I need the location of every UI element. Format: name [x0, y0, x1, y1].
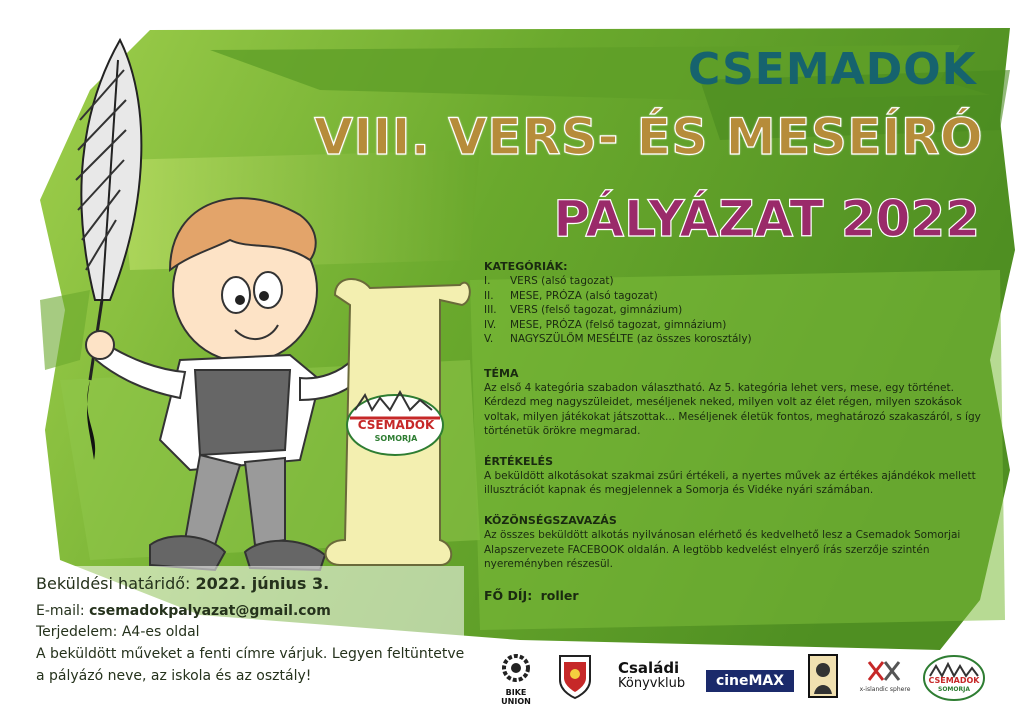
- category-item: I. VERS (alsó tagozat): [484, 275, 614, 287]
- email-line: [36, 601, 466, 622]
- deadline-value: 2022. június 3.: [195, 574, 330, 593]
- email-link[interactable]: csemadokpalyazat@gmail.com: [89, 603, 331, 619]
- length-info: Terjedelem: A4-es oldal: [36, 624, 200, 640]
- email-label: E-mail:: [36, 603, 85, 619]
- scroll-logo-name: CSEMADOK: [357, 418, 435, 432]
- theme-heading: TÉMA: [484, 366, 519, 380]
- csemadok-logo-label: CSEMADOK: [928, 676, 980, 685]
- portrait-icon: [808, 654, 838, 698]
- x-logo-icon: [865, 660, 905, 682]
- category-item: II. MESE, PRÓZA (alsó tagozat): [484, 289, 658, 302]
- bike-union-label: BIKE UNION: [501, 688, 531, 706]
- cinemax-logo: [704, 668, 796, 694]
- konyvklub-label-1: Családi: [618, 659, 680, 677]
- portrait-logo: [808, 654, 838, 698]
- category-item: IV. MESE, PRÓZA (felső tagozat, gimnázium): [484, 318, 727, 331]
- prize-value: roller: [540, 587, 579, 603]
- konyvklub-label-2: Könyvklub: [618, 676, 686, 691]
- submission-note: A beküldött műveket a fenti címre várjuk. Legyen feltüntetve a pályázó neve, az iskola és az osztály!: [36, 646, 465, 684]
- public-vote-text: Az összes beküldött alkotás nyilvánosan elérhető és kedvelhető lesz a Csemadok Somorjai Alapszervezete FACEBOOK oldalán. A legtöbb kedvelést elnyerő írás szerzője szintén nyereményben részesül.: [484, 529, 961, 571]
- cinemax-label: cineMAX: [715, 673, 785, 689]
- scroll-logo-town: SOMORJA: [374, 434, 418, 443]
- evaluation-heading: ÉRTÉKELÉS: [484, 454, 553, 468]
- categories-list: [484, 274, 994, 347]
- crest-icon: [556, 650, 594, 702]
- gear-icon: [496, 652, 536, 684]
- contest-title: VIII. VERS- ÉS MESEÍRÓ: [314, 108, 983, 166]
- deadline-label: Beküldési határidő:: [36, 574, 191, 593]
- category-item: V. NAGYSZÜLŐM MESÉLTE (az összes korosztály): [484, 333, 752, 345]
- town-crest-logo: [556, 650, 594, 702]
- csemadok-logo: [922, 654, 986, 702]
- contest-details: [484, 260, 994, 603]
- theme-text: Az első 4 kategória szabadon választható. Az 5. kategória lehet vers, mese, egy történet. Kérdezd meg nagyszüleidet, meséljenek neked, milyen volt az élet régen, milyen szokások voltak, milyen játékokat játszottak... Meséljenek életük fontos, meghatározó szakaszáról, s így történetük örökre megmarad.: [484, 381, 981, 438]
- contest-year-title: PÁLYÁZAT 2022: [553, 190, 980, 248]
- prize-label: FŐ DÍJ:: [484, 587, 533, 603]
- main-prize: [484, 588, 994, 603]
- evaluation-text: A beküldött alkotásokat szakmai zsűri értékeli, a nyertes művek az értékes ajándékok mellett illusztrációt kapnak és megjelennek a Somorja és Vidéke nyári számában.: [484, 469, 976, 497]
- category-item: III. VERS (felső tagozat, gimnázium): [484, 304, 683, 316]
- konyvklub-logo: [618, 660, 698, 691]
- xislandic-label: x-islandic sphere: [859, 686, 911, 693]
- org-title: CSEMADOK: [688, 44, 977, 95]
- bike-union-logo: [496, 652, 536, 706]
- sponsor-logos: [490, 650, 1010, 710]
- categories-heading: KATEGÓRIÁK:: [484, 260, 568, 273]
- csemadok-logo-town: SOMORJA: [938, 686, 970, 693]
- public-vote-heading: KÖZÖNSÉGSZAVAZÁS: [484, 514, 617, 528]
- xislandic-logo: [856, 660, 914, 693]
- submission-info: [36, 573, 466, 687]
- deadline: [36, 573, 466, 595]
